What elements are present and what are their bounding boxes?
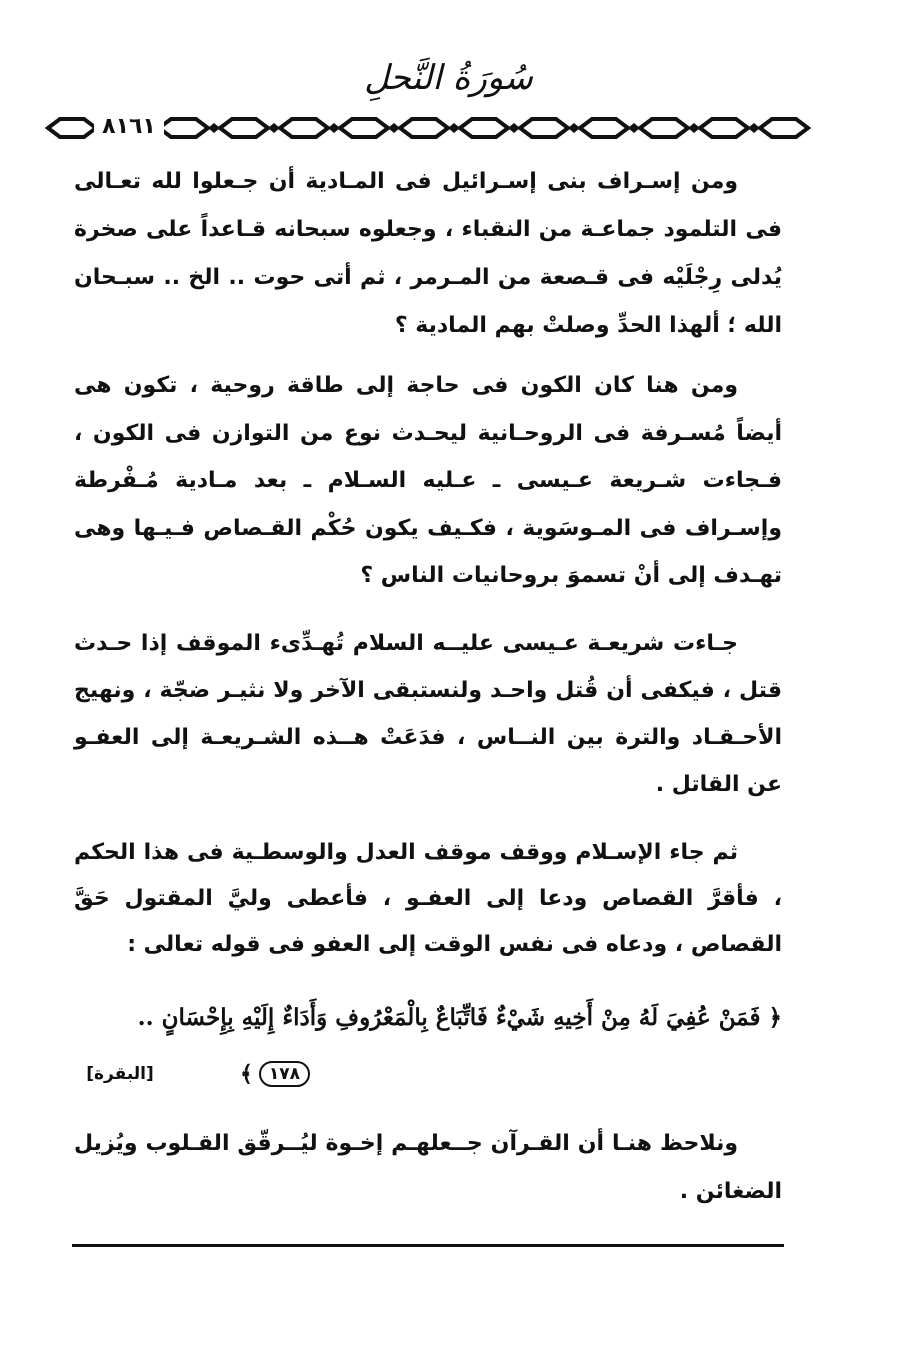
surah-reference-wrap: [80, 1056, 160, 1092]
verse-close-bracket: ﴾: [239, 1061, 253, 1087]
ayah-number: ١٧٨: [259, 1061, 310, 1087]
page-number: ٨١٦١: [94, 112, 164, 142]
paragraph-1: ومن إسـراف بنى إسـرائيل فى المـادية أن جـعلوا لله تعـالى فى التلمود جماعـة من النقباء ، وجعلوه سبحانه قـاعداً على صخرة يُدلى رِجْلَيْه فى قـصعة من المـرمر ، ثم أتى حوت .. الخ .. سبـحان الله ؛ ألهذا الحدِّ وصلتْ بهم المادية ؟: [74, 169, 782, 338]
quran-verse: [74, 998, 782, 1038]
closing-paragraph: ونلاحظ هنـا أن القـرآن جــعلهـم إخـوة ليُــرقّق القـلوب ويُزيل الضغائن .: [74, 1131, 782, 1204]
verse-open-bracket: ﴿: [768, 1004, 782, 1031]
paragraph-4: ثم جاء الإسـلام ووقف موقف العدل والوسطـية فى هذا الحكم ، فأقرَّ القصاص ودعا إلى العفـو ، فأعطى وليَّ المقتول حَقَّ القصاص ، ودعاه فى نفس الوقت إلى العفو فى قوله تعالى :: [74, 840, 782, 957]
verse-text: فَمَنْ عُفِيَ لَهُ مِنْ أَخِيهِ شَيْءٌ فَاتِّبَاعٌ بِالْمَعْرُوفِ وَأَدَاءٌ إِلَيْهِ بِإِحْسَانٍ ..: [137, 1004, 761, 1031]
surah-title: سُورَةُ النَّحلِ: [364, 58, 533, 98]
paragraph-2: ومن هنا كان الكون فى حاجة إلى طاقة روحية ، تكون هى أيضاً مُسـرفة فى الروحـانية ليحـدث نوع من التوازن فى الكون ، فـجاءت شـريعة عـيسى ـ عـليه السـلام ـ بعد مـادية مُـفْرطة وإسـراف فى المـوسَوية ، فكـيف يكون حُكْم القـصاص فـيـها وهى تهـدف إلى أنْ تسموَ بروحانيات الناس ؟: [74, 373, 782, 588]
footer-rule: [72, 1244, 784, 1247]
surah-reference: [البقرة]: [86, 1064, 154, 1084]
paragraph-3: جـاءت شريعـة عـيسى عليــه السلام تُهـدِّىء الموقف إذا حـدث قتل ، فيكفى أن قُتل واحـد ولنستبقى الآخر ولا نثيـر ضجّة ، ونهيج الأحـقـاد والترة بين النــاس ، فدَعَتْ هــذه الشـريعـة إلى العفـو عن القاتل .: [74, 631, 782, 797]
